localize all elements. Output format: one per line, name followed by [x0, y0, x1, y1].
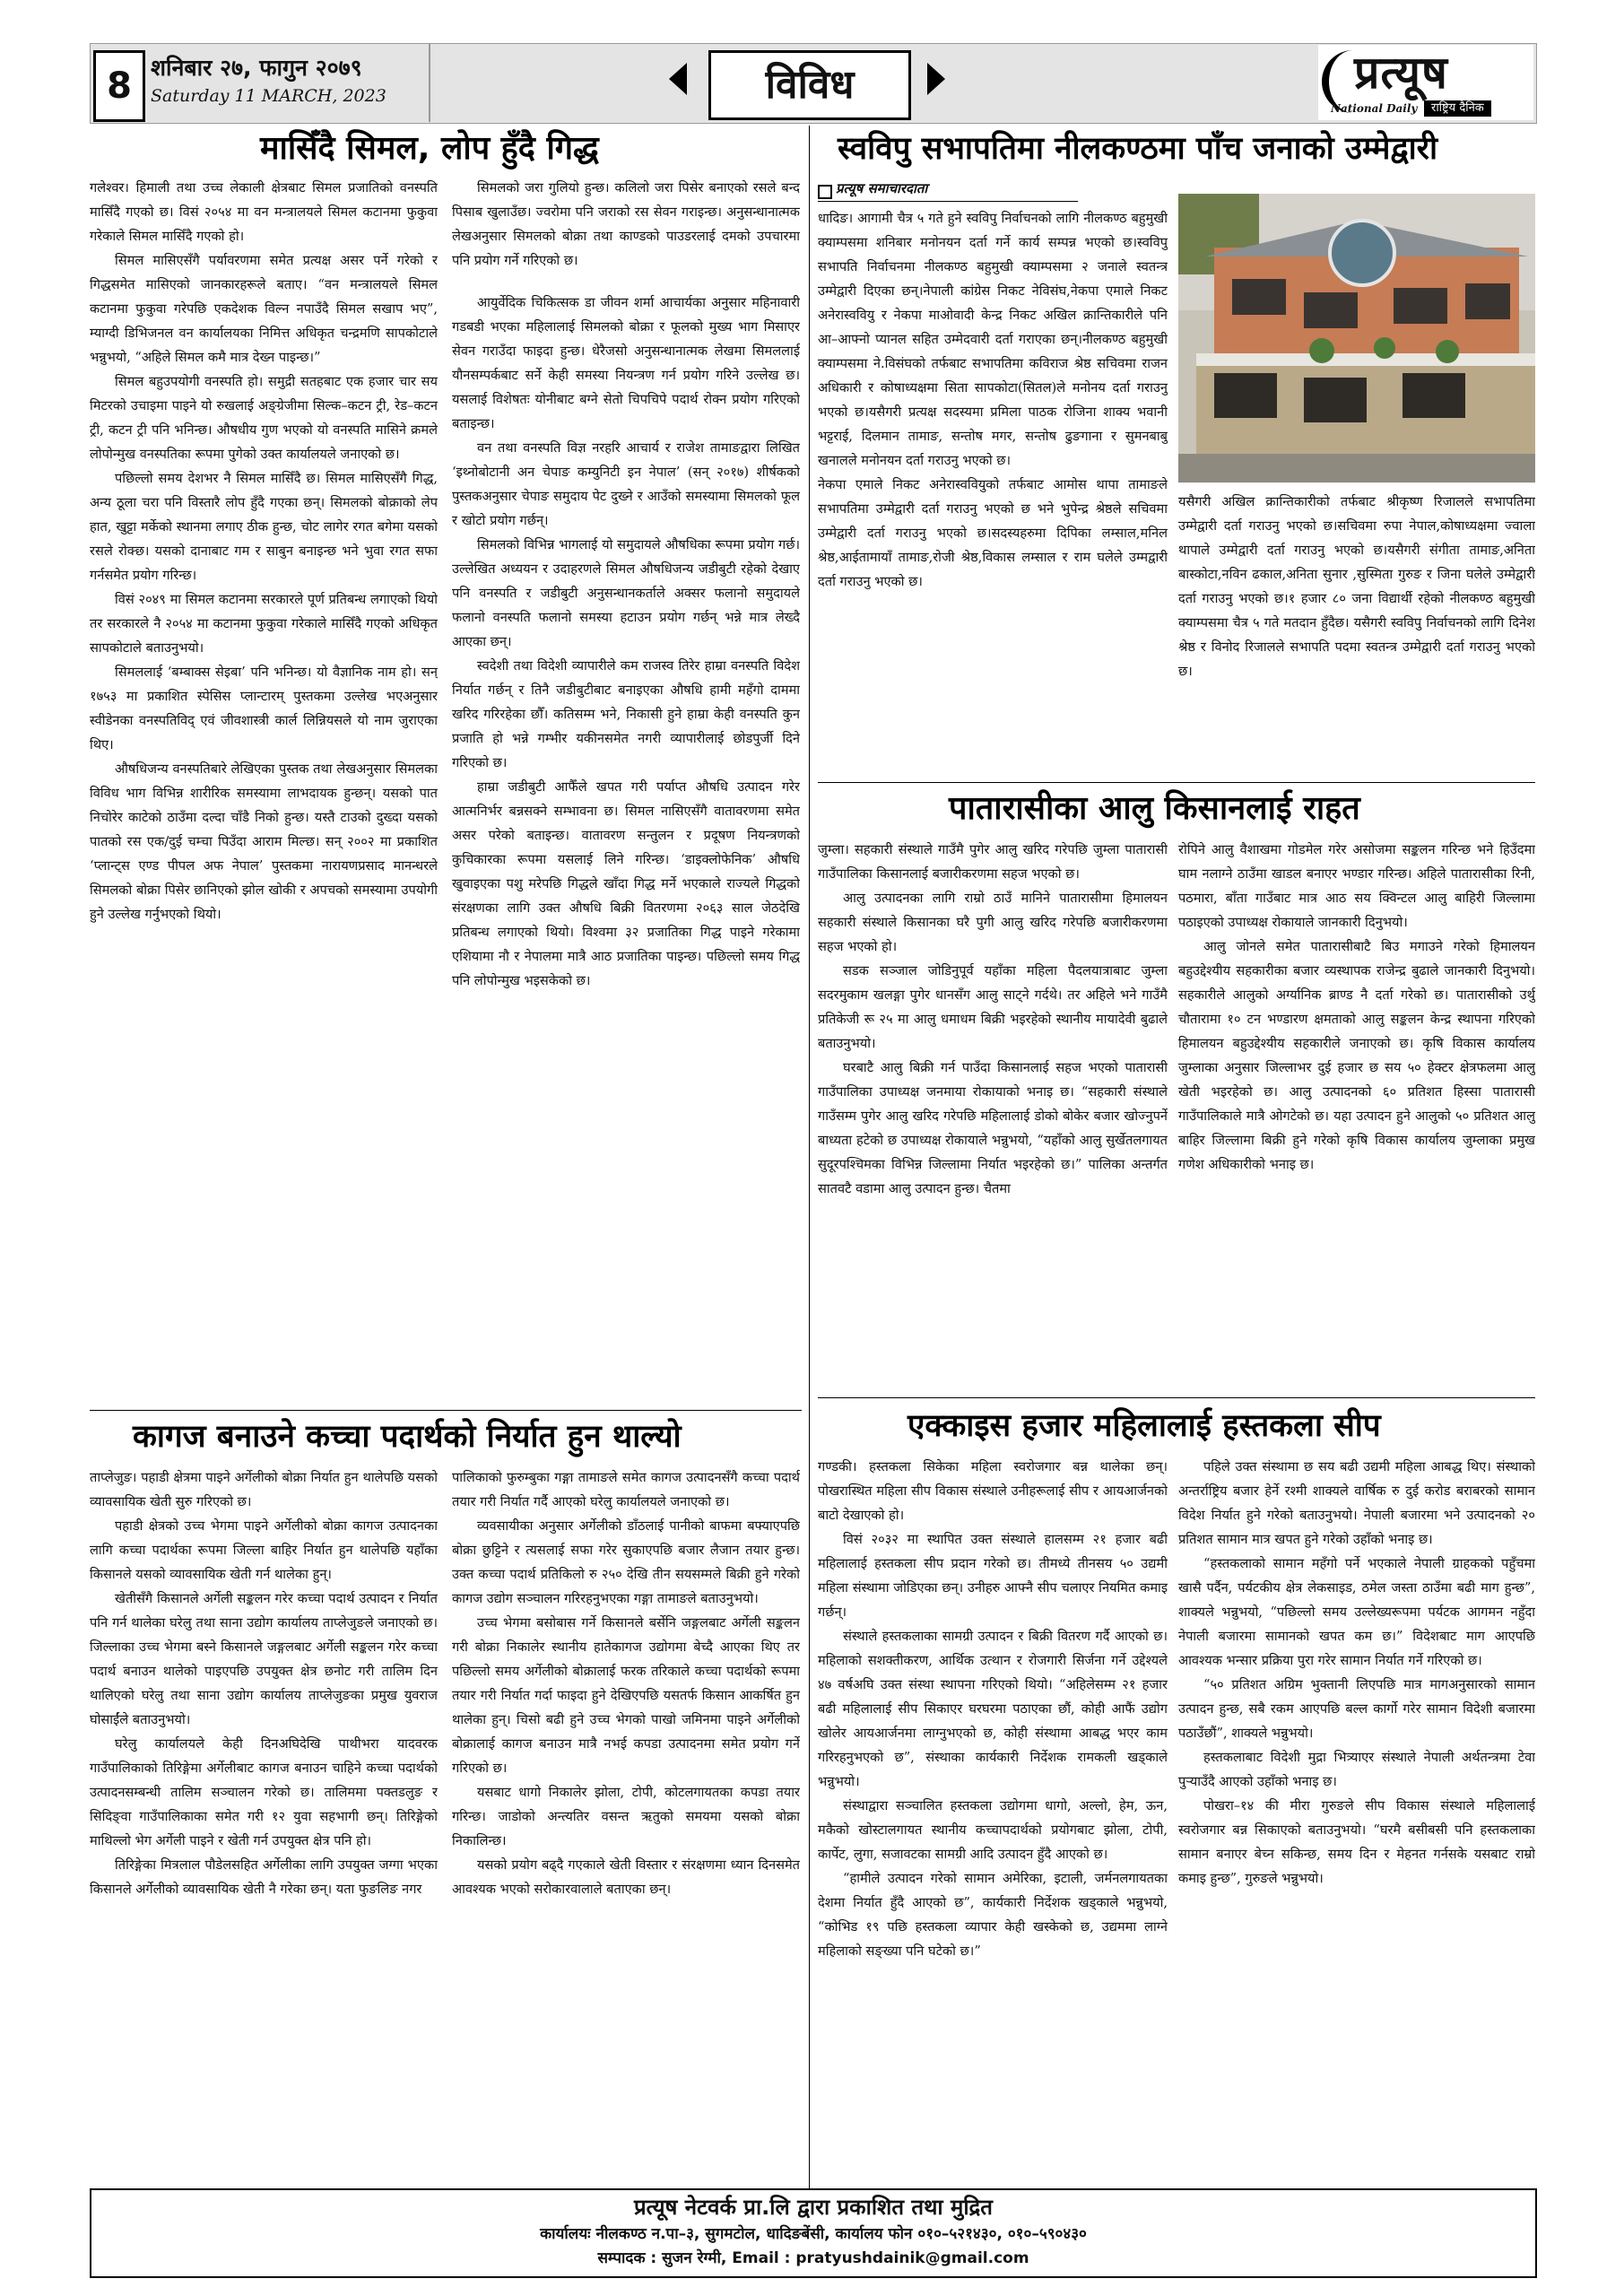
paragraph: घरबाटै आलु बिक्री गर्न पाउँदा किसानलाई सहज भएको पातारासी गाउँपालिका उपाध्यक्ष जनमाया रोकायाको भनाइ छ। “सहकारी संस्थाले गाउँसम्म पुगेर आलु खरिद गरेपछि महिलालाई डोको बोकेर बजार खोज्नुपर्ने बाध्यता हटेको छ उपाध्यक्ष रोकायाले भन्नुभयो, “यहाँको आलु सुर्खेतलगायत सुदूरपश्चिमका विभिन्न जिल्लामा निर्यात भइरहेको छ।” पालिका अन्तर्गत सातवटै वडामा आलु उत्पादन हुन्छ। चैतमा	[818, 1060, 1168, 1196]
paragraph: गलेश्वर। हिमाली तथा उच्च लेकाली क्षेत्रबाट सिमल प्रजातिको वनस्पति मासिँदै गएको छ। विसं २०५४ मा वन मन्त्रालयले सिमल कटानमा फुकुवा गरेकाले सिमल मासिँदै गएको हो।	[90, 180, 438, 244]
date-english: Saturday 11 MARCH, 2023	[151, 86, 386, 106]
imprint-address: कार्यालयः नीलकण्ठ न.पा–३, सुगमटोल, धादिङबेंसी, कार्यालय फोन ०१०–५२१४३०, ०१०–५९०४३०	[540, 2225, 1087, 2243]
article-paper-col-2	[452, 1465, 800, 2183]
paragraph: उच्च भेगमा बसोबास गर्ने किसानले बर्सेनि जङ्गलबाट अर्गेली सङ्कलन गरी बोक्रा निकालेर स्थानीय हातेकागज उद्योगमा बेच्दै आएका थिए तर पछिल्लो समय अर्गेलीको बोक्रालाई फरक तरिकाले कच्चा पदार्थको रूपमा तयार गरी निर्यात गर्दा फाइदा हुने देखिएपछि यसतर्फ किसान आकर्षित हुन थालेका हुन्। चिसो बढी हुने उच्च भेगको पाखो जमिनमा पाइने अर्गेलीको बोक्रालाई कागज बनाउन मात्रै नभई कपडा उत्पादनमा समेत प्रयोग गर्ने गरिएको छ।	[452, 1615, 800, 1776]
article-simal-col-1	[90, 176, 438, 1413]
date-nepali: शनिबार २७, फागुन २०७९	[151, 55, 362, 81]
paragraph: पालिकाको फुरुम्बुका गङ्गा तामाङले समेत कागज उत्पादनसँगै कच्चा पदार्थ तयार गरी निर्यात गर्दै आएको घरेलु कार्यालयले जनाएको छ।	[452, 1470, 800, 1509]
paragraph: सिमल मासिएसँगै पर्यावरणमा समेत प्रत्यक्ष असर पर्ने गरेको र गिद्धसमेत मासिएको जानकारहरूले बताए। “वन मन्त्रालयले सिमल कटानमा फुकुवा गरेपछि एकदेशक विल्न नपाउँदै सिमल सखाप भए”, म्याग्दी डिभिजनल वन कार्यालयका निमित्त अधिकृत चन्द्रमणि सापकोटाले भन्नुभयो, “अहिले सिमल कमै मात्र देख्न पाइन्छ।”	[90, 253, 438, 365]
byline-box-icon	[818, 185, 832, 199]
logo-tag-en: National Daily	[1331, 102, 1418, 115]
paragraph: सिमलको जरा गुलियो हुन्छ। कलिलो जरा पिसेर बनाएको रसले बन्द पिसाब खुलाउँछ। ज्वरोमा पनि जराको रस सेवन गराइन्छ। अनुसन्धानात्मक लेखअनुसार सिमलको बोक्रा तथा काण्डको पाउडरलाई दमको उपचारमा पनि प्रयोग गर्ने गरिएको छ।	[452, 180, 800, 268]
paragraph: सडक सञ्जाल जोडिनुपूर्व यहाँका महिला पैदलयात्राबाट जुम्ला सदरमुकाम खलङ्गा पुगेर धानसँग आलु साट्ने गर्दथे। तर अहिले भने गाउँमै प्रतिकेजी रू २५ मा आलु धमाधम बिक्री भइरहेको स्थानीय मायादेवी बुढाले बताउनुभयो।	[818, 963, 1168, 1051]
campus-photo	[1178, 194, 1535, 483]
page-number: 8	[93, 50, 145, 122]
article-handicraft-col-2	[1178, 1455, 1535, 2183]
paragraph: विसं २०४९ मा सिमल कटानमा सरकारले पूर्ण प्रतिबन्ध लगाएको थियो तर सरकारले नै २०५४ मा कटानमा फुकुवा गरेकाले मासिँदै गएको अधिकृत सापकोटाले बताउनुभयो।	[90, 592, 438, 656]
imprint-box	[90, 2188, 1537, 2278]
paragraph: सिमल बहुउपयोगी वनस्पति हो। समुद्री सतहबाट एक हजार चार सय मिटरको उचाइमा पाइने यो रुखलाई अङ्ग्रेजीमा सिल्क–कटन ट्री, रेड–कटन ट्री, कटन ट्री पनि भनिन्छ। औषधीय गुण भएको यो वनस्पति मासिने क्रमले लोपोन्मुख वनस्पतिका रूपमा पुगेको उक्त कार्यालयले जनाएको छ।	[90, 374, 438, 462]
headline-paper: कागज बनाउने कच्चा पदार्थको निर्यात हुन थाल्यो	[133, 1419, 682, 1455]
paragraph: हस्तकलाबाट विदेशी मुद्रा भित्र्याएर संस्थाले नेपाली अर्थतन्त्रमा टेवा पुऱ्याउँदै आएको उहाँको भनाइ छ।	[1178, 1750, 1535, 1789]
newspaper-logo	[1318, 45, 1533, 120]
paragraph: आलु जोनले समेत पातारासीबाटै बिउ मगाउने गरेको हिमालयन बहुउद्देश्यीय सहकारीका बजार व्यस्थापक राजेन्द्र बुढाले जानकारी दिनुभयो। सहकारीले आलुको अर्ग्यानिक ब्राण्ड नै दर्ता गरेको छ। पातारासीको उर्थु चौतारामा १० टन भण्डारण क्षमताको आलु सङ्कलन केन्द्र स्थापना गरिएको हिमालयन बहुउद्देश्यीय सहकारीले जनाएको छ। कृषि विकास कार्यालय जुम्लाका अनुसार जिल्लाभर दुई हजार छ सय ५० हेक्टर क्षेत्रफलमा आलु खेती भइरहेको छ। आलु उत्पादनको ६० प्रतिशत हिस्सा पातारासी गाउँपालिकाले मात्रै ओगटेको छ। यहा उत्पादन हुने आलुको ५० प्रतिशत आलु बाहिर जिल्लामा बिक्री हुने गरेको कृषि विकास कार्यालय जुम्लाका प्रमुख गणेश अधिकारीको भनाइ छ।	[1178, 939, 1535, 1172]
article-potato-col-1	[818, 838, 1168, 1394]
headline-election: स्वविपु सभापतिमा नीलकण्ठमा पाँच जनाको उम्मेद्वारी	[838, 131, 1438, 167]
paragraph: विसं २०३२ मा स्थापित उक्त संस्थाले हालसम्म २१ हजार बढी महिलालाई हस्तकला सीप प्रदान गरेको छ। तीमध्ये तीनसय ५० उद्यमी महिला संस्थामा जोडिएका छन्। उनीहरु आफ्नै सीप चलाएर नियमित कमाइ गर्छन्।	[818, 1532, 1168, 1620]
paragraph: ताप्लेजुङ। पहाडी क्षेत्रमा पाइने अर्गेलीको बोक्रा निर्यात हुन थालेपछि यसको व्यावसायिक खेती सुरु गरिएको छ।	[90, 1470, 438, 1509]
headline-potato: पातारासीका आलु किसानलाई राहत	[949, 790, 1360, 827]
logo-wordmark: प्रत्यूष	[1354, 47, 1448, 99]
article-paper-col-1	[90, 1465, 438, 2183]
paragraph: यसबाट धागो निकालेर झोला, टोपी, कोटलगायतका कपडा तयार गरिन्छ। जाडोको अन्त्यतिर वसन्त ऋतुको समयमा यसको बोक्रा निकालिन्छ।	[452, 1785, 800, 1848]
paragraph: पोखरा–१४ की मीरा गुरुङले सीप विकास संस्थाले महिलालाई स्वरोजगार बन्न सिकाएको बताउनुभयो। “घरमै बसीबसी पनि हस्तकलाका सामान बनाएर बेच्न सकिन्छ, समय दिन र मेहनत गर्नसके यसबाट राम्रो कमाइ हुन्छ”, गुरुङले भन्नुभयो।	[1178, 1798, 1535, 1886]
paragraph: धादिङ। आगामी चैत्र ५ गते हुने स्वविपु निर्वाचनको लागि नीलकण्ठ बहुमुखी क्याम्पसमा शनिबार मनोनयन दर्ता गर्ने कार्य सम्पन्न भएको छ।स्वविपु सभापति निर्वाचनमा नीलकण्ठ बहुमुखी क्याम्पसमा २ जनाले स्वतन्त्र उम्मेद्वारी दिएका छन्।नेपाली कांग्रेस निकट नेविसंघ,नेकपा एमाले निकट अनेरास्ववियु र नेकपा माओवादी केन्द्र निकट अखिल क्रान्तिकारीले पनि आ–आफ्नो प्यानल सहित उम्मेदवारी दर्ता गराएका छन्।नीलकण्ठ बहुमुखी क्याम्पसमा ने.विसंघको तर्फबाट सभापतिमा कविराज श्रेष्ठ सचिवमा राजन अधिकारी र कोषाध्यक्षमा सिता सापकोटा(सितल)ले मनोनय दर्ता गराउनु भएको छ।यसैगरी प्रत्यक्ष सदस्यमा प्रमिला पाठक रोजिना शाक्य भवानी भट्टराई, दिलमान तामाङ, सन्तोष मगर, सन्तोष ढुङगाना र सुमनबाबु खनालले मनोनयन दर्ता गराउनु भएको छ।	[818, 211, 1168, 468]
paragraph: आयुर्वेदिक चिकित्सक डा जीवन शर्मा आचार्यका अनुसार महिनावारी गडबडी भएका महिलालाई सिमलको बोक्रा र फूलको मुख्य भाग मिसाएर सेवन गराउँदा फाइदा हुन्छ। धेरैजसो अनुसन्धानात्मक लेखमा सिमललाई यौनसम्पर्कबाट सर्ने केही समस्या नियन्त्रण गर्न प्रयोग गरिने उल्लेख छ। यसलाई विशेषतः योनीबाट बग्ने सेतो चिपचिपे पदार्थ रोक्न प्रयोग गरिएको बताइन्छ।	[452, 295, 800, 431]
article-handicraft-col-1	[818, 1455, 1168, 2183]
paragraph: स्वदेशी तथा विदेशी व्यापारीले कम राजस्व तिरेर हाम्रा वनस्पति विदेश निर्यात गर्छन् र तिनै जडीबुटीबाट बनाइएका औषधि हामी महँगो दाममा खरिद गरिरहेका छौँ। कतिसम्म भने, निकासी हुने हाम्रा केही वनस्पति कुन प्रजाति हो भन्ने गम्भीर यकीनसमेत नगरी व्यापारीलाई छोडपुर्जी दिने गरिएको छ।	[452, 658, 800, 770]
paragraph: “हस्तकलाको सामान महँगो पर्ने भएकाले नेपाली ग्राहकको पहुँचमा खासै पर्दैन, पर्यटकीय क्षेत्र लेकसाइड, ठमेल जस्ता ठाउँमा बढी माग हुन्छ”, शाक्यले भन्नुभयो, “पछिल्लो समय उल्लेख्यरूपमा पर्यटक आगमन नहुँदा नेपाली बजारमा सामानको खपत कम छ।” विदेशबाट माग आएपछि आवश्यक भन्सार प्रक्रिया पुरा गरेर सामान निर्यात गर्ने गरिएको छ।	[1178, 1556, 1535, 1668]
byline-rule	[818, 201, 1078, 202]
column-rule	[809, 126, 810, 2188]
paragraph: तिरिङ्गेका मित्रलाल पौडेलसहित अर्गेलीका लागि उपयुक्त जग्गा भएका किसानले अर्गेलीको व्यावसायिक खेती नै गरेका छन्। यता फुङलिङ नगर	[90, 1857, 438, 1897]
paragraph: नेकपा एमाले निकट अनेरास्ववियुको तर्फबाट आमोस थापा तामाङले सभापतिमा उम्मेद्वारी दर्ता गराउनु भएको छ भने भुपेन्द्र श्रेष्ठले सचिवमा उम्मेद्वारी दर्ता गराउनु भएको छ।सदस्यहरुमा दिपिका लम्साल,मनिल श्रेष्ठ,आईतामायाँ तामाङ,रोजी श्रेष्ठ,विकास लम्साल र राम घलेले उम्मद्वारी दर्ता गराउनु भएको छ।	[818, 477, 1168, 589]
photo-caption	[1178, 490, 1535, 786]
paragraph: सिमलको विभिन्न भागलाई यो समुदायले औषधिका रूपमा प्रयोग गर्छ। उल्लेखित अध्ययन र उदाहरणले सिमल औषधिजन्य जडीबुटी रहेको देखाए पनि वनस्पति र जडीबुटी अनुसन्धानकर्ताले अक्सर फलानो समुदायले फलानो वनस्पति फलानो समस्या हटाउन प्रयोग गर्छन् भन्ने मात्र लेख्दै आएका छन्।	[452, 537, 800, 649]
paragraph: संस्थाद्वारा सञ्चालित हस्तकला उद्योगमा धागो, अल्लो, हेम, ऊन, मकैको खोस्टालगायत स्थानीय कच्चापदार्थको प्रयोगबाट झोला, टोपी, कार्पेट, लुगा, सजावटका सामग्री आदि उत्पादन हुँदै आएको छ।	[818, 1798, 1168, 1862]
imprint-editor: सम्पादक : सुजन रेग्मी, Email : pratyushdainik@gmail.com	[597, 2249, 1029, 2267]
right-arrow-icon	[927, 63, 945, 95]
headline-simal: मासिँदै सिमल, लोप हुँदै गिद्ध	[260, 130, 599, 167]
article-potato-col-2	[1178, 838, 1535, 1394]
masthead-divider	[429, 43, 430, 122]
byline: प्रत्यूष समाचारदाता	[836, 180, 928, 196]
paragraph: पछिल्लो समय देशभर नै सिमल मासिँदै छ। सिमल मासिएसँगै गिद्ध, अन्य ठूला चरा पनि विस्तारै लोप हुँदै गएका छन्। सिमलको बोक्राको लेप हात, खुट्टा मर्केको स्थानमा लगाए ठीक हुन्छ, चोट लागेर रगत बगेमा यसको रसले रोक्छ। यसको दानाबाट गम र साबुन बनाइन्छ भने भुवा रगत सफा गर्नसमेत प्रयोग गरिन्छ।	[90, 471, 438, 583]
section-label: विविध	[708, 50, 911, 120]
paragraph: पहाडी क्षेत्रको उच्च भेगमा पाइने अर्गेलीको बोक्रा कागज उत्पादनका लागि कच्चा पदार्थका रूपमा जिल्ला बाहिर निर्यात हुन थालेपछि यहाँका किसानले यसको व्यावसायिक खेती गर्न थालेका हुन्।	[90, 1518, 438, 1582]
paragraph: व्यवसायीका अनुसार अर्गेलीको डाँठलाई पानीको बाफमा बफ्याएपछि बोक्रा छुट्टिने र त्यसलाई सफा गरेर सुकाएपछि बजार लैजान तयार हुन्छ। उक्त कच्चा पदार्थ प्रतिकिलो रु २५० देखि तीन सयसम्मले बिक्री हुने गरेको कागज उद्योग सञ्चालन गरिरहनुभएका गङ्गा तामाङले बताउनुभयो।	[452, 1518, 800, 1606]
paragraph: औषधिजन्य वनस्पतिबारे लेखिएका पुस्तक तथा लेखअनुसार सिमलका विविध भाग विभिन्न शारीरिक समस्यामा लाभदायक हुन्छन्। यसको पात निचोरेर काटेको ठाउँमा दल्दा चाँडै निको हुन्छ। यस्तै टाउको दुख्दा यसको पातको रस एक/दुई चम्चा पिउँदा आराम मिल्छ। सन् २००२ मा प्रकाशित ‘प्लान्ट्स एण्ड पीपल अफ नेपाल’ पुस्तकमा नारायणप्रसाद मानन्धरले सिमलको बोक्रा पिसेर छानिएको झोल खोकी र अपचको समस्यामा उपयोगी हुने उल्लेख गर्नुभएको थियो।	[90, 761, 438, 922]
paragraph: गण्डकी। हस्तकला सिकेका महिला स्वरोजगार बन्न थालेका छन्। पोखरास्थित महिला सीप विकास संस्थाले उनीहरूलाई सीप र आयआर्जनको बाटो देखाएको हो।	[818, 1459, 1168, 1523]
section-rule	[90, 1410, 802, 1411]
paragraph: हाम्रा जडीबुटी आफैँले खपत गरी पर्याप्त औषधि उत्पादन गरेर आत्मनिर्भर बन्नसक्ने सम्भावना छ। सिमल नासिएसँगै वातावरणमा समेत असर परेको बताइन्छ। वातावरण सन्तुलन र प्रदूषण नियन्त्रणको कुचिकारका रूपमा यसलाई लिने गरिन्छ। ‘डाइक्लोफेनिक’ औषधि खुवाइएका पशु मरेपछि गिद्धले खाँदा गिद्ध मर्ने भएकाले राज्यले गिद्धको संरक्षणका लागि उक्त औषधि बिक्री वितरणमा २०६३ साल जेठदेखि प्रतिबन्ध लगाएको थियो। विश्वमा ३२ प्रजातिका गिद्ध पाइने गरेकामा एशियामा नौ र नेपालमा मात्रै आठ प्रजातिका पाइन्छ। पछिल्लो समय गिद्ध पनि लोपोन्मुख भइसकेको छ।	[452, 779, 800, 988]
paragraph: “५० प्रतिशत अग्रिम भुक्तानी लिएपछि मात्र मागअनुसारको सामान उत्पादन हुन्छ, सबै रकम आएपछि बल्ल कार्गो गरेर सामान विदेशी बजारमा पठाउँछौं”, शाक्यले भन्नुभयो।	[1178, 1677, 1535, 1741]
paragraph: वन तथा वनस्पति विज्ञ नरहरि आचार्य र राजेश तामाङद्वारा लिखित ‘इथ्नोबोटानी अन चेपाङ कम्युनिटी इन नेपाल’ (सन् २०१७) शीर्षकको पुस्तकअनुसार चेपाङ समुदाय पेट दुख्ने र आउँको समस्यामा सिमलको फूल र खोटो प्रयोग गर्छन्।	[452, 440, 800, 528]
paragraph: “हामीले उत्पादन गरेको सामान अमेरिका, इटाली, जर्मनलगायतका देशमा निर्यात हुँदै आएको छ”, कार्यकारी निर्देशक खड्काले भन्नुभयो, “कोभिड १९ पछि हस्तकला व्यापार केही खस्केको छ, उद्यममा लाग्ने महिलाको सङ्ख्या पनि घटेको छ।”	[818, 1871, 1168, 1959]
imprint-publisher: प्रत्यूष नेटवर्क प्रा.लि द्वारा प्रकाशित तथा मुद्रित	[633, 2195, 993, 2220]
article-simal-col-2	[452, 176, 800, 1413]
caption-text: यसैगरी अखिल क्रान्तिकारीको तर्फबाट श्रीकृष्ण रिजालले सभापतिमा उम्मेद्वारी दर्ता गराउनु भएको छ।सचिवमा रुपा नेपाल,कोषाध्यक्षमा ज्वाला थापाले उम्मेद्वारी दर्ता गराउनु भएको छ।यसैगरी संगीता तामाङ,अनिता बास्कोटा,नविन ढकाल,अनिता सुनार ,सुस्मिता गुरुङ र जिना घलेले उम्मेद्वारी दर्ता गराउनु भएको छ।१ हजार ८० जना विद्यार्थी रहेको नीलकण्ठ बहुमुखी क्याम्पसमा चैत्र ५ गते मतदान हुँदैछ। यसैगरी स्वविपु निर्वाचनको लागि दिनेश श्रेष्ठ र विनोद रिजालले सभापति पदमा स्वतन्त्र उम्मेद्वारी दर्ता गराउनु भएको छ।	[1178, 494, 1535, 679]
article-election-col-1	[818, 206, 1168, 780]
section-rule	[818, 782, 1535, 783]
paragraph: पहिले उक्त संस्थामा छ सय बढी उद्यमी महिला आबद्ध थिए। संस्थाको अन्तर्राष्ट्रिय बजार हेर्ने रश्मी शाक्यले वार्षिक रु दुई करोड बराबरको सामान विदेश निर्यात हुने गरेको बताउनुभयो। नेपाली बजारमा भने उत्पादनको २० प्रतिशत सामान मात्र खपत हुने गरेको उहाँको भनाइ छ।	[1178, 1459, 1535, 1547]
campus-building-image	[1178, 194, 1535, 483]
paragraph: रोपिने आलु वैशाखमा गोडमेल गरेर असोजमा सङ्कलन गरिन्छ भने हिउँदमा घाम नलाग्ने ठाउँमा खाडल बनाएर भण्डार गरिन्छ। अहिले पातारासीका रिनी, पठमारा, बाँता गाउँबाट मात्र आठ सय क्विन्टल आलु बाहिरी जिल्लामा पठाइएको उपाध्यक्ष रोकायाले जानकारी दिनुभयो।	[1178, 842, 1535, 930]
paragraph: जुम्ला। सहकारी संस्थाले गाउँमै पुगेर आलु खरिद गरेपछि जुम्ला पातारासी गाउँपालिका किसानलाई बजारीकरणमा सहज भएको छ।	[818, 842, 1168, 882]
paragraph: सिमललाई ‘बम्बाक्स सेइबा’ पनि भनिन्छ। यो वैज्ञानिक नाम हो। सन् १७५३ मा प्रकाशित स्पेसिस प्लान्टारम् पुस्तकमा उल्लेख भएअनुसार स्वीडेनका वनस्पतिविद् एवं जीवशास्त्री कार्ल लिन्नियसले यो नाम जुराएका थिए।	[90, 665, 438, 752]
paragraph: आलु उत्पादनका लागि राम्रो ठाउँ मानिने पातारासीमा हिमालयन सहकारी संस्थाले किसानका घरै पुगी आलु खरिद गरेपछि बजारीकरणमा सहज भएको हो।	[818, 891, 1168, 954]
paragraph: खेतीसँगै किसानले अर्गेली सङ्कलन गरेर कच्चा पदार्थ उत्पादन र निर्यात पनि गर्न थालेका घरेलु तथा साना उद्योग कार्यालय ताप्लेजुङले जनाएको छ। जिल्लाका उच्च भेगमा बस्ने किसानले जङ्गलबाट अर्गेली सङ्कलन गरेर कच्चा पदार्थ बनाउन थालेको पाइएपछि उपयुक्त क्षेत्र छनोट गरी तालिम दिन थालिएको घरेलु तथा साना उद्योग कार्यालय ताप्लेजुङका प्रमुख युवराज घोसाईंले बताउनुभयो।	[90, 1591, 438, 1727]
paragraph: घरेलु कार्यालयले केही दिनअघिदेखि पाथीभरा यादवरक गाउँपालिकाको तिरिङ्गेमा अर्गेलीबाट कागज बनाउन चाहिने कच्चा पदार्थको उत्पादनसम्बन्धी तालिम सञ्चालन गरेको छ। तालिममा पक्तडलुङ र सिदिङ्वा गाउँपालिकाका समेत गरी १२ युवा सहभागी छन्। तिरिङ्गेको माथिल्लो भेग अर्गेली पाइने र खेती गर्न उपयुक्त क्षेत्र पनि हो।	[90, 1736, 438, 1848]
section-rule	[818, 1397, 1535, 1398]
left-arrow-icon	[669, 63, 687, 95]
paragraph: संस्थाले हस्तकलाका सामग्री उत्पादन र बिक्री वितरण गर्दै आएको छ। महिलाको सशक्तीकरण, आर्थिक उत्थान र रोजगारी सिर्जना गर्ने उद्देश्यले ४७ वर्षअघि उक्त संस्था स्थापना गरिएको थियो। “अहिलेसम्म २१ हजार बढी महिलालाई सीप सिकाएर घरघरमा पठाएका छौं, कोही आफैं उद्योग खोलेर आयआर्जनमा लाग्नुभएको छ, कोही संस्थामा आबद्ध भएर काम गरिरहनुभएको छ”, संस्थाका कार्यकारी निर्देशक रामकली खड्काले भन्नुभयो।	[818, 1629, 1168, 1789]
logo-tag: राष्ट्रिय दैनिक	[1424, 100, 1491, 117]
headline-handicraft: एक्काइस हजार महिलालाई हस्तकला सीप	[908, 1408, 1381, 1444]
paragraph: यसको प्रयोग बढ्दै गएकाले खेती विस्तार र संरक्षणमा ध्यान दिनसमेत आवश्यक भएको सरोकारवालाले बताएका छन्।	[452, 1857, 800, 1897]
